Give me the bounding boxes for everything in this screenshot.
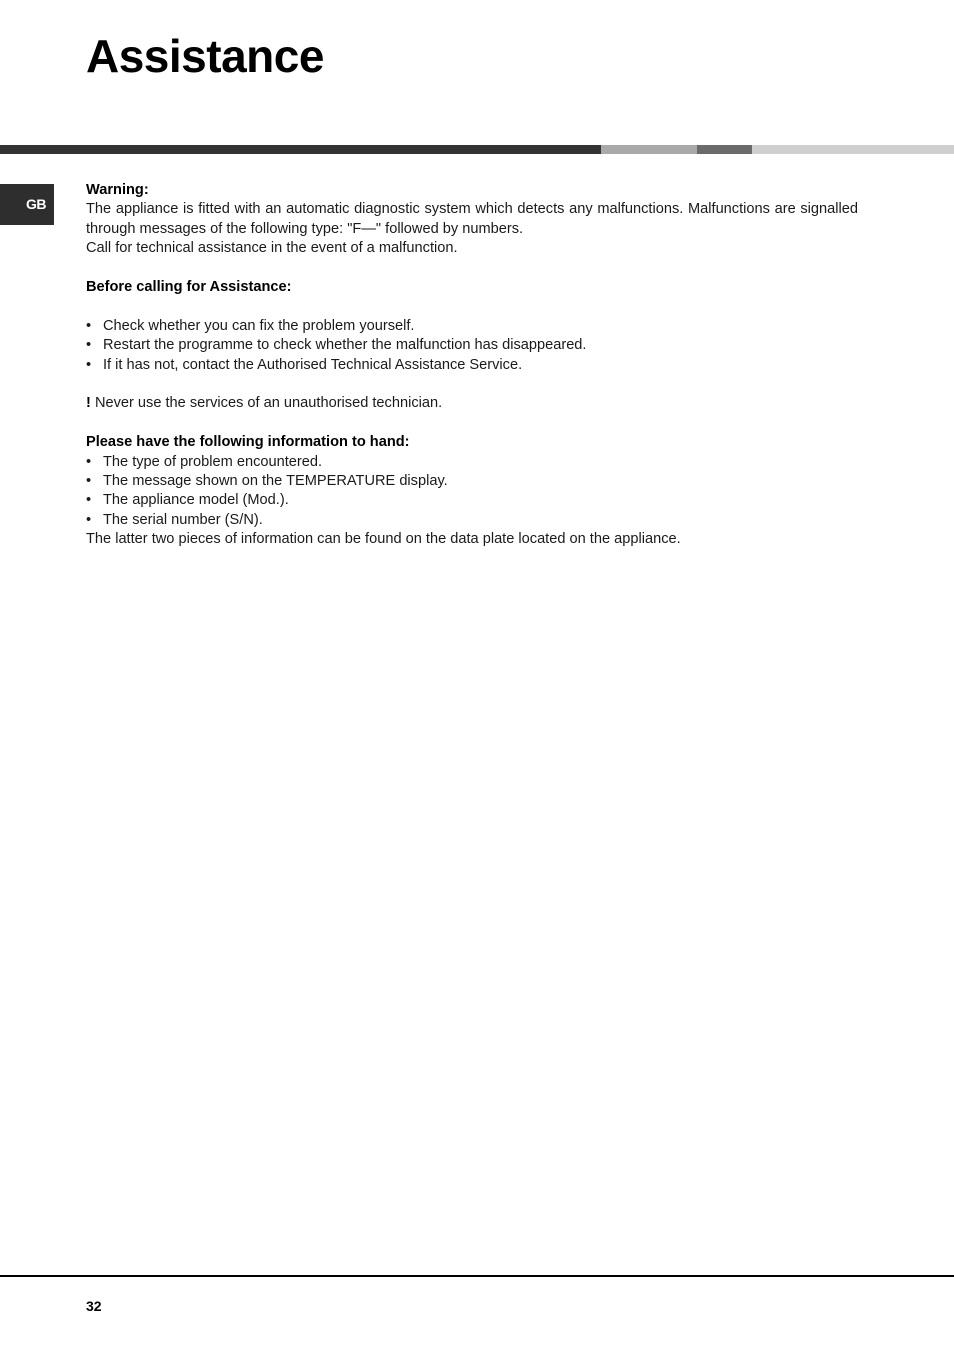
header-color-bar	[0, 145, 954, 154]
spacer	[86, 375, 858, 394]
notice-text: Never use the services of an unauthorised technician.	[94, 395, 443, 412]
list-item: • Check whether you can fix the problem yourself.	[86, 317, 858, 336]
header-bar-segment-dark-grey	[697, 145, 752, 154]
information-heading: Please have the following information to hand:	[86, 434, 410, 451]
page-number: 32	[86, 1298, 102, 1314]
language-tab: GB	[0, 184, 54, 225]
spacer	[86, 414, 858, 433]
notice	[86, 394, 858, 413]
footer-rule	[0, 1275, 954, 1277]
list-item: • Restart the programme to check whether the malfunction has disappeared.	[86, 336, 858, 355]
list-item: • The type of problem encountered.	[86, 453, 858, 472]
spacer	[86, 259, 858, 278]
list-item: • The appliance model (Mod.).	[86, 491, 858, 510]
before-calling-heading: Before calling for Assistance:	[86, 279, 292, 296]
before-calling-list	[86, 317, 858, 375]
warning-call-line: Call for technical assistance in the event of a malfunction.	[86, 240, 458, 257]
document-body	[86, 181, 858, 550]
header-bar-segment-mid-grey	[601, 145, 697, 154]
information-footnote: The latter two pieces of information can be found on the data plate located on the appliance.	[86, 531, 681, 548]
exclamation-icon: !	[86, 395, 91, 412]
list-item: • If it has not, contact the Authorised Technical Assistance Service.	[86, 356, 858, 375]
header-bar-segment-dark	[0, 145, 601, 154]
page-title: Assistance	[86, 30, 324, 82]
header-bar-segment-light-grey	[752, 145, 954, 154]
spacer	[86, 297, 858, 316]
information-list	[86, 453, 858, 531]
warning-paragraph: The appliance is fitted with an automatic diagnostic system which detects any malfunctions. Malfunctions are signalled through messages of the following type: "F—" followed by numbers.	[86, 201, 858, 237]
warning-heading: Warning:	[86, 182, 149, 198]
list-item: • The message shown on the TEMPERATURE display.	[86, 472, 858, 491]
list-item: • The serial number (S/N).	[86, 511, 858, 530]
